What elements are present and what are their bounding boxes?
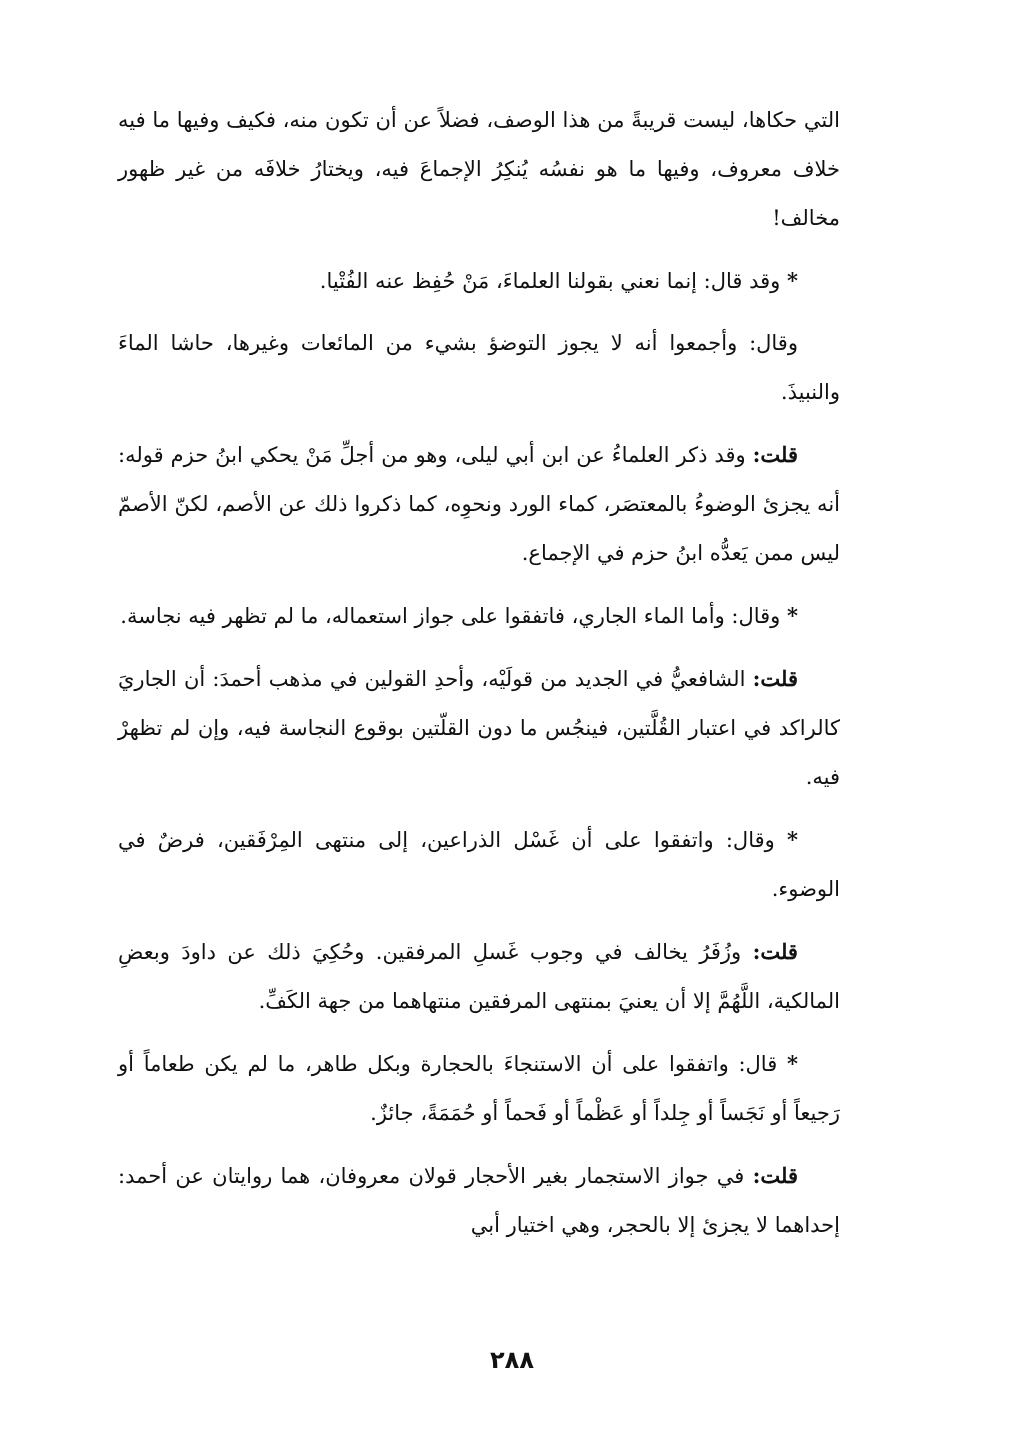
paragraph-text: وزُفَرُ يخالف في وجوب غَسلِ المرفقين. وحُكِيَ ذلك عن داودَ وبعضِ المالكية، اللَّهُمَّ إلا أن يعنيَ بمنتهى المرفقين منتهاهما من جهة الكَفِّ. — [118, 940, 840, 1013]
page-body — [118, 96, 840, 1263]
asterisk-marker: * — [787, 603, 798, 628]
paragraph — [118, 654, 840, 802]
paragraph-text: الشافعيُّ في الجديد من قولَيْه، وأحدِ القولين في مذهب أحمدَ: أن الجاريَ كالراكد في اعتبار القُلَّتين، فينجُس ما دون القلّتين بوقوع النجاسة فيه، وإن لم تظهرْ فيه. — [118, 667, 840, 789]
paragraph — [118, 1039, 840, 1138]
qultu-label: قلت: — [752, 1163, 798, 1188]
paragraph — [118, 815, 840, 914]
qultu-label: قلت: — [752, 939, 798, 964]
paragraph — [118, 430, 840, 578]
asterisk-marker: * — [787, 268, 798, 293]
paragraph-text: وقد قال: إنما نعني بقولنا العلماءَ، مَنْ حُفِظ عنه الفُتْيا. — [319, 269, 781, 293]
paragraph-text: وقال: وأما الماء الجاري، فاتفقوا على جواز استعماله، ما لم تظهر فيه نجاسة. — [120, 604, 781, 628]
paragraph — [118, 319, 840, 417]
qultu-label: قلت: — [752, 442, 798, 467]
paragraph — [118, 1151, 840, 1250]
paragraph-text: وقال: وأجمعوا أنه لا يجوز التوضؤ بشيء من المائعات وغيرها، حاشا الماءَ والنبيذَ. — [118, 331, 840, 404]
paragraph-text: التي حكاها، ليست قريبةً من هذا الوصف، فضلاً عن أن تكون منه، فكيف وفيها ما فيه خلاف معروف، وفيها ما هو نفسُه يُنكِرُ الإجماعَ فيه، ويختارُ خلافَه من غير ظهور مخالف! — [118, 108, 840, 230]
qultu-label: قلت: — [752, 666, 798, 691]
page-number: ٢٨٨ — [490, 1346, 534, 1374]
paragraph-text: وقد ذكر العلماءُ عن ابن أبي ليلى، وهو من أجلِّ مَنْ يحكي ابنُ حزم قوله: أنه يجزئ الوضوءُ بالمعتصَر، كماء الورد ونحوِه، كما ذكروا ذلك عن الأصم، لكنّ الأصمّ ليس ممن يَعدُّه ابنُ حزم في الإجماع. — [118, 443, 840, 565]
paragraph — [118, 256, 840, 306]
paragraph — [118, 927, 840, 1026]
paragraph-text: في جواز الاستجمار بغير الأحجار قولان معروفان، هما روايتان عن أحمد: إحداهما لا يجزئ إلا بالحجر، وهي اختيار أبي — [118, 1164, 840, 1237]
paragraph-text: قال: واتفقوا على أن الاستنجاءَ بالحجارة وبكل طاهر، ما لم يكن طعاماً أو رَجيعاً أو نَجَساً أو جِلداً أو عَظْماً أو فَحماً أو حُمَمَةً، جائزٌ. — [118, 1052, 840, 1125]
asterisk-marker: * — [787, 827, 798, 852]
paragraph — [118, 591, 840, 641]
paragraph-text: وقال: واتفقوا على أن غَسْل الذراعين، إلى منتهى المِرْفَقين، فرضٌ في الوضوء. — [118, 828, 840, 901]
paragraph — [118, 96, 840, 243]
asterisk-marker: * — [787, 1051, 798, 1076]
